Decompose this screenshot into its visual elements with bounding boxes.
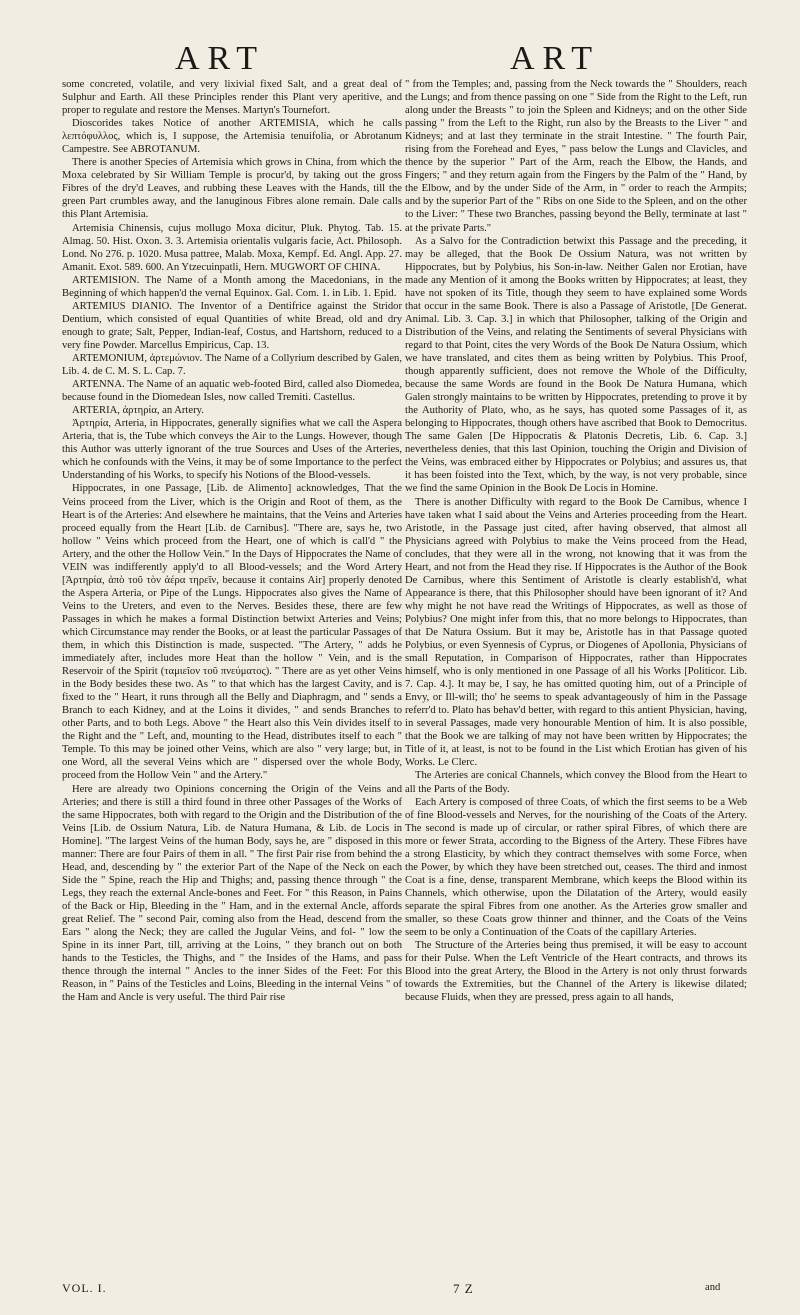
paragraph: Hippocrates, in one Passage, [Lib. de Alimento] acknowledges, That the Veins proceed from the Liver, which is the Origin and Root of them, as the Heart is of the Arteries: And elsewhere he maintains, that the Veins and Arteries proceed equally from the Heart [Lib. de Carnibus]. "There are, says he, two hollow " Veins which proceed from the Heart, one of which is call'd " the Artery, and the other the Hollow Vein." In the Days of Hippocrates the Name of VEIN was indifferently apply'd to all Blood-vessels; and the Word Artery [Ἀρτηρία, ἀπὸ τοῦ τὸν ἀέρα τηρεῖν, because it contains Air] properly denoted the Aspera Arteria, or Pipe of the Lungs. Hippocrates also gives the Name of Veins to the Ureters, and even to the Nerves. Besides these, there are few Passages in which he makes a formal Distinction betwixt Arteries and Veins; which Circumstance may render the Books, or at least the particular Passages of them, in which this Distinction is made, suspected. "The Artery, " adds he immediately after, includes more Heat than the hollow " Vein, and is the Reservoir of the Spirit (ταμιεῖον τοῦ πνεύματος). " There are as yet other Veins in the Body besides these two. As " to that which has the largest Cavity, and is fixed to the " Heart, it runs through all the Belly and Diaphragm, and " sends a Branch to each Kidney, and at the Loins it divides, " and sends Branches to other Parts, and to both Legs. Above " the Heart also this Vein divides itself to the Right and the " Left, and, mounting to the Head, distributes itself to each " Temple. To this may be joined other Veins, which are also " very large; but, in one Word, all the several Veins which are " dispersed over the whole Body, proceed from the Hollow Vein " and the Artery." (62, 483, 402, 782)
paragraph: As a Salvo for the Contradiction betwixt this Passage and the preceding, it may be alleged, that the Book De Ossium Natura, was not written by Hippocrates, but by Polybius, his Son-in-law. Neither Galen nor Erotian, have made any Mention of it among the Books written by Hippocrates; at least, they have not spoken of its Title, though they seem to have explained some Words that occur in the same Book. There is also a Passage of Aristotle, [De Generat. Animal. Lib. 3. Cap. 3.] in which that Philosopher, talking of the Origin and Distribution of the Veins, and relating the Sentiments of several Physicians with regard to that Point, cites the very Words of the Book De Natura Ossium, which we have translated, and cites them as being written by Polybius. This Proof, though apparently sufficient, does not remove the Whole of the Difficulty, because the same Words are found in the Book De Natura Humana, which Galen strongly maintains to be written by Hippocrates, pretending to prove it by the Authority of Plato, who, as he says, has quoted some Passages of it, as belonging to Hippocrates, though others have ascribed that Book to Democritus. The same Galen [De Hippocratis & Platonis Decretis, Lib. 6. Cap. 3.] nevertheless denies, that this last Opinion, touching the Origin and Division of the Veins, was embraced either by Hippocrates or Polybius; and assures us, that it has been foisted into the Text, which, by the way, is not very probable, since we find the same Opinion in the Book De Locis in Homine. (405, 235, 747, 495)
volume-label: VOL. I. (62, 1281, 107, 1295)
paragraph: Each Artery is composed of three Coats, of which the first seems to be a Web of fine Blood-vessels and Nerves, for the nourishing of the Coats of the Artery. The second is made up of circular, or rather spiral Fibres, of which there are more or fewer Strata, according to the Bigness of the Artery. These Fibres have a strong Elasticity, by which they contract themselves with some Force, when the Power, by which they have been stretched out, ceases. The third and inmost Coat is a fine, dense, transparent Membrane, which keeps the Blood within its Channels, which otherwise, upon the Dilatation of the Artery, would easily separate the spiral Fibres from one another. As the Arteries grow smaller and smaller, so these Coats grow thinner and thinner, and the Coats of the Veins seem to be only a Continuation of the Coats of the capillary Arteries. (405, 796, 747, 939)
left-column (62, 78, 402, 1278)
catchword: and (705, 1282, 721, 1293)
paragraph: Here are already two Opinions concerning the Origin of the Veins and Arteries; and there is still a third found in three other Passages of the Works of the same Hippocrates, both with regard to the Origin and the Distribution of the Veins [Lib. de Ossium Natura, Lib. de Natura Humana, & Lib. de Locis in Homine]. "The largest Veins of the human Body, says he, are " disposed in this manner: There are four Pairs of them in all. " The first Pair rise from behind the Head, and, descending by " the exterior Part of the Nape of the Neck on each Side the " Spine, reach the Hip and Thighs; and, passing thence through " the Legs, they reach the external Ancle-bones and Feet. For " this Reason, in Pains of the Back or Hip, Bleeding in the " Ham, and in the external Ancle, affords great Relief. The " second Pair, coming also from the Head, descend from the Ears " along the Neck; they are called the Jugular Veins, and fol- " low the Spine in its inner Part, till, arriving at the Loins, " they branch out on both hands to the Testicles, the Thighs, and " the Insides of the Hams, and pass thence through the internal " Ancles to the inner Sides of the Feet: For this Reason, in " Pains of the Testicles and Loins, Bleeding in the internal Veins " of the Ham and Ancle is very useful. The third Pair rise (62, 783, 402, 1004)
paragraph: ARTEMONIUM, ἀρτεμώνιον. The Name of a Collyrium described by Galen, Lib. 4. de C. M. S. L. Cap. 7. (62, 352, 402, 378)
running-head-right: ART (510, 40, 600, 77)
paragraph: some concreted, volatile, and very lixivial fixed Salt, and a great deal of Sulphur and Earth. All these Principles render this Plant very aperitive, and proper to regulate and restore the Menses. Martyn's Tournefort. (62, 79, 402, 117)
paragraph: ARTENNA. The Name of an aquatic web-footed Bird, called also Diomedea, because found in the Diomedean Isles, now called Tremiti. Castellus. (62, 379, 402, 404)
paragraph: ARTEMISION. The Name of a Month among the Macedonians, in the Beginning of which happen'd the vernal Equinox. Gal. Com. 1. in Lib. 1. Epid. (62, 274, 402, 299)
paragraph: There is another Difficulty with regard to the Book De Carnibus, whence I have taken what I said about the Veins and Arteries proceeding from the Heart. Aristotle, in the Passage just cited, after having observed, that almost all Physicians agreed with Polybius to make the Veins proceed from the Head, concludes, that they were all in the wrong, not knowing that it was from the Heart, and not from the Head they rise. If Hippocrates is the Author of the Book De Carnibus, where this Sentiment of Aristotle is clearly establish'd, what Appearance is there, that this Philosopher should have been ignorant of it? And why might he not have read the Writings of Hippocrates, as well as those of Polybius? One might infer from this, that no more belongs to Hippocrates, than that De Natura Ossium. But it may be, Aristotle has in that Passage quoted Polybius, or even Syennesis of Cyprus, or Diogenes of Apollonia, Physicians of small Reputation, in Comparison of Hippocrates, rather than Hippocrates himself, who is only mentioned in one Passage of all his Works [Politicor. Lib. 7. Cap. 4.]. It may be, I say, he has omitted quoting him, out of a Principle of Envy, or Ill-will; tho' he seems to speak advantageously of him in the Passage referr'd to. Plato has behav'd better, with regard to this antient Physician, having, in several Passages, made very honourable Mention of him. It is also possible, that the Book we are talking of may not have been written by Hippocrates; the Title of it, at least, is not to be found in the List which Erotian has given of his Works. Le Clerc. (405, 496, 747, 769)
paragraph: ARTERIA, ἀρτηρία, an Artery. (72, 405, 204, 417)
paragraph: Ἀρτηρία, Arteria, in Hippocrates, generally signifies what we call the Aspera Arteria, that is, the Tube which conveys the Air to the Lungs. However, though this Author was utterly ignorant of the true Sources and Uses of the Arteries, which he confounds with the Veins, it may be of some Importance to the perfect Understanding of his Works, to specify his Notions of the Blood-vessels. (62, 418, 402, 482)
running-head-left: ART (175, 40, 265, 77)
signature-mark: 7 Z (453, 1281, 474, 1296)
paragraph: Dioscorides takes Notice of another ARTEMISIA, which he calls λεπτόφυλλος, which is, I suppose, the Artemisia tenuifolia, or Abrotanum Campestre. See ABROTANUM. (62, 118, 402, 156)
paragraph: The Structure of the Arteries being thus premised, it will be easy to account for their Pulse. When the Left Ventricle of the Heart contracts, and throws its Blood into the great Artery, the Blood in the Artery is not only thrust forwards towards the Extremities, but the Channel of the Artery is likewise dilated; because Fluids, when they are pressed, press again to all hands, (405, 940, 747, 1004)
paragraph: There is another Species of Artemisia which grows in China, from which the Moxa celebrated by Sir William Temple is procur'd, by taking out the gross Fibres of the dry'd Leaves, and rubbing these Leaves with the Hands, till the green Part crumbles away, and the lanuginous Fibres alone remain. Dale calls this Plant Artemisia. (62, 157, 402, 221)
paragraph: " from the Temples; and, passing from the Neck towards the " Shoulders, reach the Lungs; and from thence passing on one " Side from the Right to the Left, run along under the Breasts " to join the Spleen and Kidneys; and on the other Side passing " from the Left to the Right, run also by the Breasts to the Liver " and Kidneys; and at last they terminate in the strait Intestine. " The fourth Pair, rising from the Forehead and Eyes, " pass below the Lungs and Clavicles, and thence by the superior " Part of the Arm, reach the Elbow, the Hands, and Fingers; " and they return again from the Fingers by the Palm of the " Hand, by the Elbow, and by the under Side of the Arm, in " order to reach the Armpits; and by the superior Part of the " Ribs on one Side to the Spleen, and on the other to the Liver: " These two Branches, passing beyond the Belly, terminate at last " at the private Parts." (405, 79, 747, 234)
right-column (405, 78, 747, 1278)
paragraph: ARTEMIUS DIANIO. The Inventor of a Dentifrice against the Stridor Dentium, which consisted of equal Quantities of white Bread, old and dry enough to grate; Salt, Pepper, Indian-leaf, Costus, and Hartshorn, reduced to a very fine Powder. Marcellus Empiricus, Cap. 13. (62, 300, 402, 351)
paragraph: The Arteries are conical Channels, which convey the Blood from the Heart to all the Parts of the Body. (405, 770, 747, 795)
paragraph: Artemisia Chinensis, cujus mollugo Moxa dicitur, Pluk. Phytog. Tab. 15. Almag. 50. Hist. Oxon. 3. 3. Artemisia orientalis vulgaris facie, Act. Philosoph. Lond. No 276. p. 1020. Musa pattree, Malab. Moxa, Kempf. Ed. Angl. App. 27. Amanit. Exot. 589. 600. An Ytzecuinpatli, Hern. MUGWORT OF CHINA. (62, 222, 402, 273)
